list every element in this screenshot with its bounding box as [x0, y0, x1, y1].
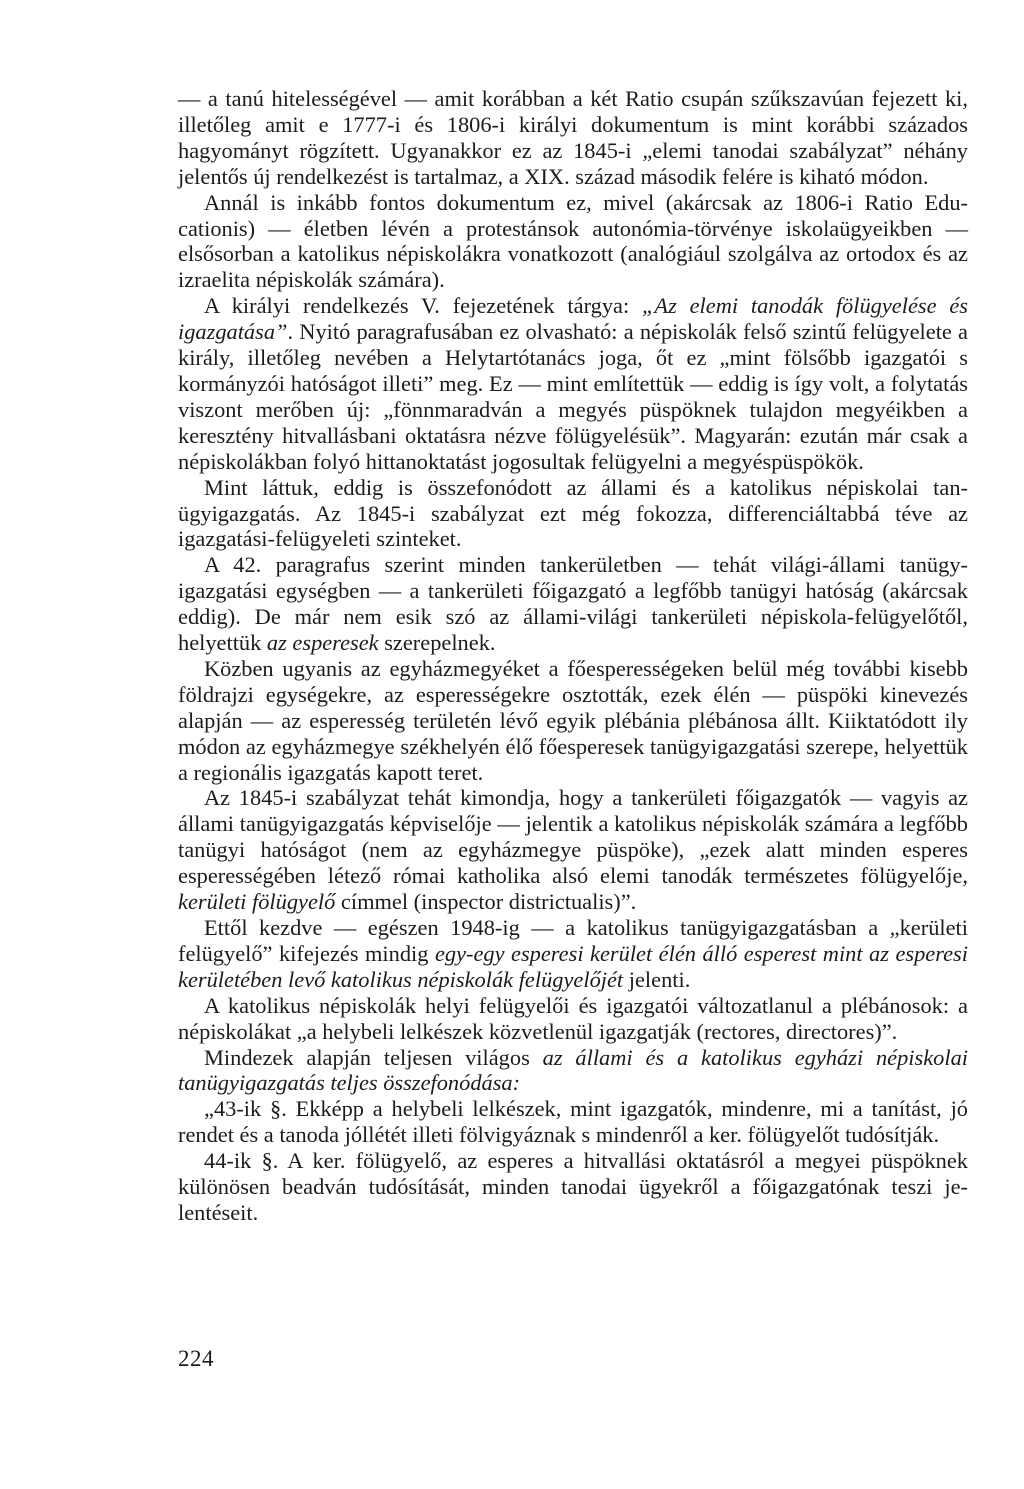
- emphasis-keruleti-felugyelo: kerületi fölügyelő: [178, 889, 336, 915]
- paragraph-2: Annál is inkább fontos dokumentum ez, mivel (akárcsak az 1806-i Ratio Educationis) — életben lévén a protestánsok autonómia-törvénye iskolaügyeikben — elsősorban a katolikus népiskolákra vonatkozott (analógiául szolgálva az ortodox és az izraelita népiskolák számára).: [178, 189, 968, 293]
- page-number: 224: [178, 1346, 214, 1371]
- paragraph-9: A katolikus népiskolák helyi felügyelői és igazgatói változatlanul a plébánosok: a népiskolákat „a helybeli lelkészek közvetlenül igazgatják (rectores, directores)”.: [178, 992, 968, 1044]
- paragraph-8-rest: jelenti.: [623, 966, 691, 992]
- quote-paragraph-43: „43-ik §. Ekképp a helybeli lelkészek, mint igazgatók, mindenre, mi a tanítást, jó rendet és a tanoda jóllétét illeti fölvigyáznak s mindenről a ker. fölügyelőt tudósítják.: [178, 1096, 968, 1148]
- emphasis-osszefonodas: az állami és a katolikus egyházi népiskolai tanügyigazgatás teljes összefonódása:: [178, 1044, 968, 1096]
- paragraph-5-rest: szerepelnek.: [378, 630, 496, 656]
- quote-paragraph-44: 44-ik §. A ker. fölügyelő, az esperes a hitvallási oktatásról a megyei püspöknek különösen beadván tudósítását, minden tanodai ügyekről a főigazgatónak teszi jelentéseit.: [178, 1148, 968, 1225]
- paragraph-7-lead: Az 1845-i szabályzat tehát kimondja, hogy a tankerületi főigazgatók — vagyis az állami tanügyigazgatás képviselője — jelentik a katolikus népiskolák számára a legfőbb tanügyi hatóságot (nem az egyházmegye püspöke), „ezek alatt minden esperes esperességében létező római katholika alsó elemi tanodák természetes fölügyelője,: [178, 785, 968, 889]
- paragraph-1: — a tanú hitelességével — amit korábban a két Ratio csupán szűkszavúan fejezett ki, illetőleg amit e 1777-i és 1806-i királyi dokumentum is mint korábbi százados hagyományt rögzített. Ugyanakkor ez az 1845-i „elemi tanodai szabályzat” néhány jelentős új rendelkezést is tartalmaz, a XIX. század második felére is kiható módon.: [178, 86, 968, 189]
- emphasis-esperesi-kerulet: egy-egy esperesi kerület élén álló esperest mint az esperesi kerületében levő katolikus népiskolák felügyelőjét: [178, 940, 968, 992]
- paragraph-3-lead: A királyi rendelkezés V. fejezetének tárgya:: [204, 293, 642, 319]
- paragraph-8-lead: Ettől kezdve — egészen 1948-ig — a katolikus tanügyigazgatásban a „kerületi felügyelő” kifejezés mindig: [178, 915, 968, 966]
- paragraph-8: [178, 915, 968, 993]
- paragraph-5: [178, 552, 968, 656]
- paragraph-6: Közben ugyanis az egyházmegyéket a főesperességeken belül még további kisebb földrajzi egységekre, az esperességekre osztották, ezek élén — püspöki kinevezés alapján — az esperesség területén lévő egyik plébánia plébánosa állt. Kiiktatódott ily módon az egyházmegye székhelyén élő főesperesek tanügyigazgatási szerepe, helyettük a regionális igazgatás kapott teret.: [178, 655, 968, 785]
- paragraph-10-lead: Mindezek alapján teljesen világos: [204, 1044, 543, 1070]
- emphasis-esperesek: az esperesek: [266, 630, 379, 656]
- chapter-title-quote: „Az elemi tanodák fölügyelése és igazgatása”: [178, 293, 968, 345]
- paragraph-7: [178, 785, 968, 915]
- paragraph-5-lead: A 42. paragrafus szerint minden tankerületben — tehát világi-állami tanügyigazgatási egységben — a tankerületi főigazgató a legfőbb tanügyi hatóság (akárcsak eddig). De már nem esik szó az állami-világi tankerületi népiskola-felügyelőtől, helyettük: [178, 552, 968, 656]
- paragraph-10: [178, 1045, 968, 1097]
- paragraph-3: [178, 293, 968, 474]
- paragraph-4: Mint láttuk, eddig is összefonódott az állami és a katolikus népiskolai tanügyigazgatás. Az 1845-i szabályzat ezt még fokozza, differenciáltabbá téve az igazgatási-felügyeleti szinteket.: [178, 474, 968, 552]
- paragraph-7-rest: címmel (inspector districtualis)”.: [335, 889, 637, 915]
- paragraph-3-rest: . Nyitó paragrafusában ez olvasható: a népiskolák felső szintű felügyelete a király, illetőleg nevében a Helytartótanács joga, őt ez „mint fölsőbb igazgatói s kormányzói hatóságot illeti” meg. Ez — mint említettük — eddig is így volt, a folytatás viszont merőben új: „fönnmaradván a megyés püspöknek tulajdon megyéikben a keresztény hitvallásbani oktatásra nézve fölügyelésük”. Magyarán: ezután már csak a népiskolákban folyó hittanoktatást jogosultak felügyelni a megyéspüspökök.: [178, 319, 968, 474]
- body-text: [178, 86, 968, 1226]
